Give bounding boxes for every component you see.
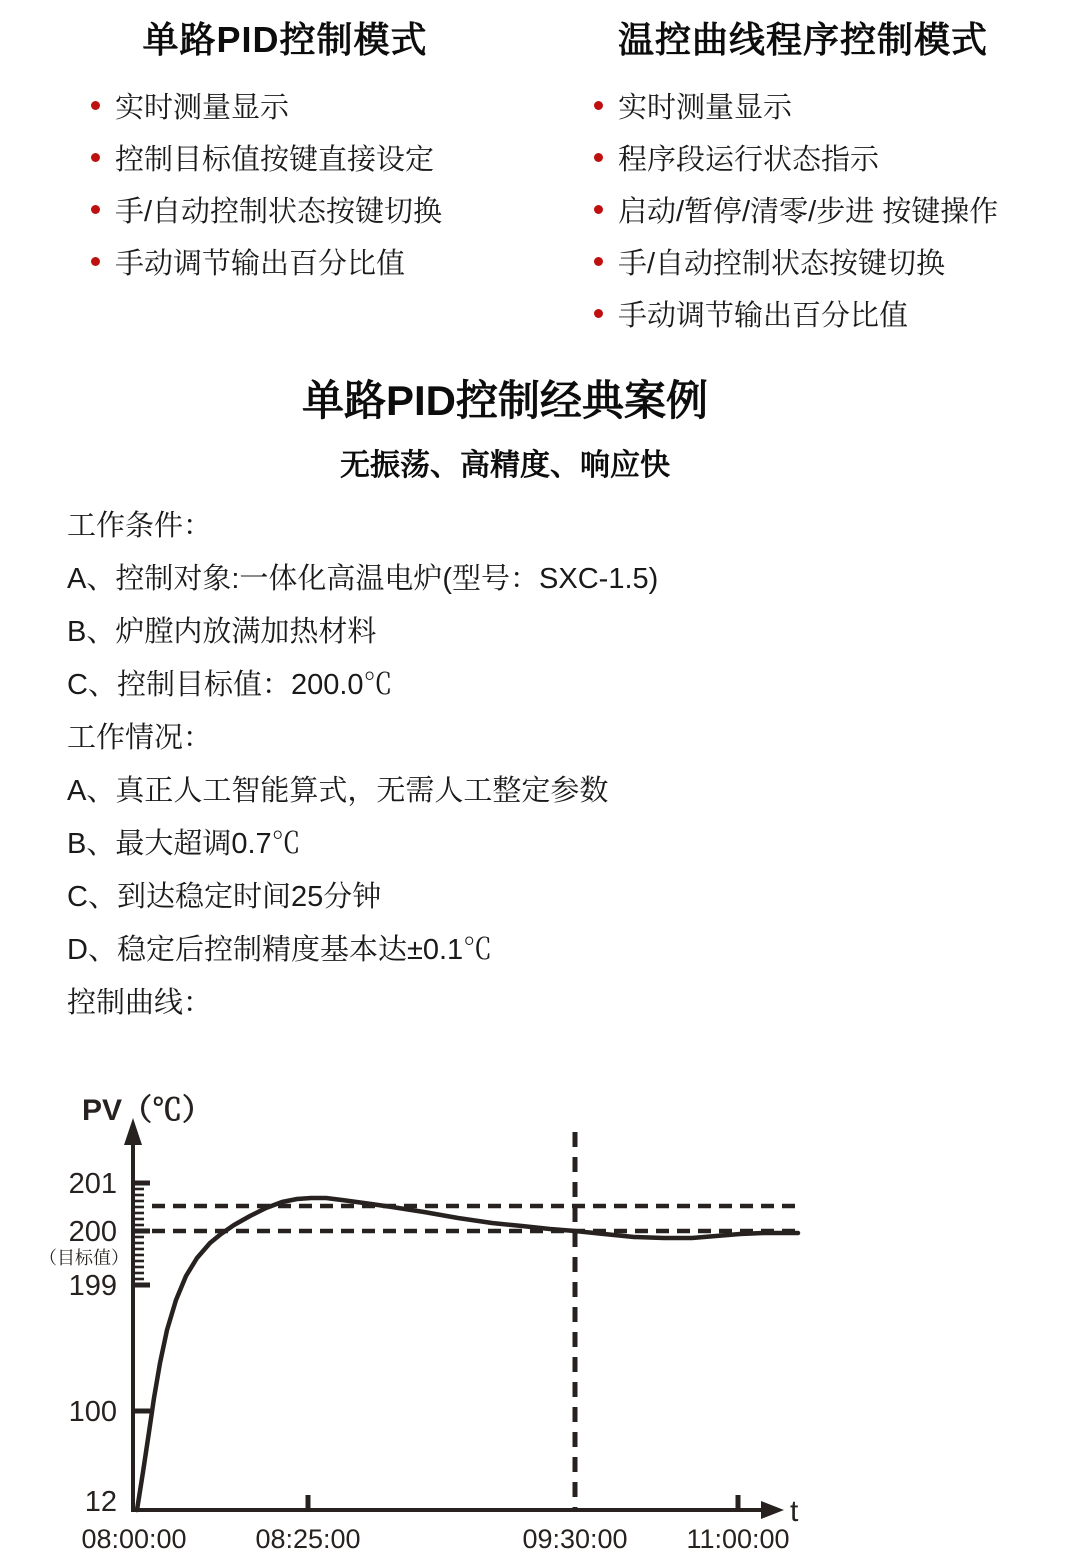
feature-text: 实时测量显示 bbox=[115, 91, 290, 124]
svg-text:199: 199 bbox=[68, 1270, 117, 1302]
case-detail-line: 工作条件： bbox=[67, 510, 213, 542]
svg-text:201: 201 bbox=[68, 1168, 117, 1200]
feature-item bbox=[91, 131, 515, 183]
case-study-subtitle: 无振荡、高精度、响应快 bbox=[340, 449, 670, 482]
svg-text:t: t bbox=[790, 1495, 799, 1528]
feature-text: 手/自动控制状态按键切换 bbox=[618, 247, 946, 280]
case-detail-line: A、控制对象:一体化高温电炉(型号：SXC-1.5) bbox=[67, 563, 659, 595]
bullet-dot-icon bbox=[594, 257, 603, 266]
feature-item bbox=[91, 235, 515, 287]
feature-item bbox=[594, 131, 1048, 183]
feature-item bbox=[594, 287, 1048, 339]
case-detail-line: D、稳定后控制精度基本达±0.1℃ bbox=[67, 934, 493, 966]
feature-text: 启动/暂停/清零/步进 按键操作 bbox=[618, 195, 999, 228]
bullet-dot-icon bbox=[594, 309, 603, 318]
feature-text: 手动调节输出百分比值 bbox=[115, 247, 406, 280]
feature-item bbox=[91, 183, 515, 235]
program-mode-section bbox=[558, 12, 1048, 339]
case-detail-line: 工作情况： bbox=[67, 722, 213, 754]
case-study-title: 单路PID控制经典案例 bbox=[301, 377, 708, 424]
case-study-details bbox=[67, 497, 967, 1027]
bullet-dot-icon bbox=[91, 257, 100, 266]
feature-text: 程序段运行状态指示 bbox=[618, 143, 880, 176]
bullet-dot-icon bbox=[91, 205, 100, 214]
feature-item bbox=[594, 79, 1048, 131]
svg-text:08:25:00: 08:25:00 bbox=[255, 1524, 361, 1554]
feature-text: 实时测量显示 bbox=[618, 91, 793, 124]
program-feature-list bbox=[558, 79, 1048, 339]
case-detail-line: B、最大超调0.7℃ bbox=[67, 828, 301, 860]
feature-text: 手动调节输出百分比值 bbox=[618, 299, 909, 332]
svg-text:200: 200 bbox=[68, 1216, 117, 1248]
single-pid-feature-list bbox=[55, 79, 515, 287]
feature-item bbox=[91, 79, 515, 131]
svg-text:12: 12 bbox=[84, 1486, 117, 1518]
case-detail-line: C、控制目标值：200.0℃ bbox=[67, 669, 393, 701]
svg-text:09:30:00: 09:30:00 bbox=[522, 1524, 628, 1554]
svg-text:11:00:00: 11:00:00 bbox=[686, 1524, 790, 1554]
bullet-dot-icon bbox=[594, 205, 603, 214]
case-detail-line: A、真正人工智能算式，无需人工整定参数 bbox=[67, 775, 609, 807]
single-pid-mode-section bbox=[55, 12, 515, 287]
svg-text:PV（℃）: PV（℃） bbox=[82, 1094, 213, 1127]
single-pid-mode-title: 单路PID控制模式 bbox=[142, 19, 428, 60]
case-detail-line: B、炉膛内放满加热材料 bbox=[67, 616, 377, 648]
svg-text:100: 100 bbox=[68, 1396, 117, 1428]
case-detail-line: 控制曲线： bbox=[67, 987, 213, 1019]
svg-text:08:00:00: 08:00:00 bbox=[81, 1524, 187, 1554]
case-detail-line: C、到达稳定时间25分钟 bbox=[67, 881, 382, 913]
pid-response-curve-chart bbox=[0, 1080, 860, 1562]
feature-text: 控制目标值按键直接设定 bbox=[115, 143, 435, 176]
program-mode-title: 温控曲线程序控制模式 bbox=[617, 19, 988, 60]
bullet-dot-icon bbox=[594, 153, 603, 162]
feature-text: 手/自动控制状态按键切换 bbox=[115, 195, 443, 228]
bullet-dot-icon bbox=[91, 153, 100, 162]
feature-item bbox=[594, 183, 1048, 235]
bullet-dot-icon bbox=[594, 101, 603, 110]
svg-text:（目标值）: （目标值） bbox=[39, 1248, 129, 1268]
feature-item bbox=[594, 235, 1048, 287]
bullet-dot-icon bbox=[91, 101, 100, 110]
